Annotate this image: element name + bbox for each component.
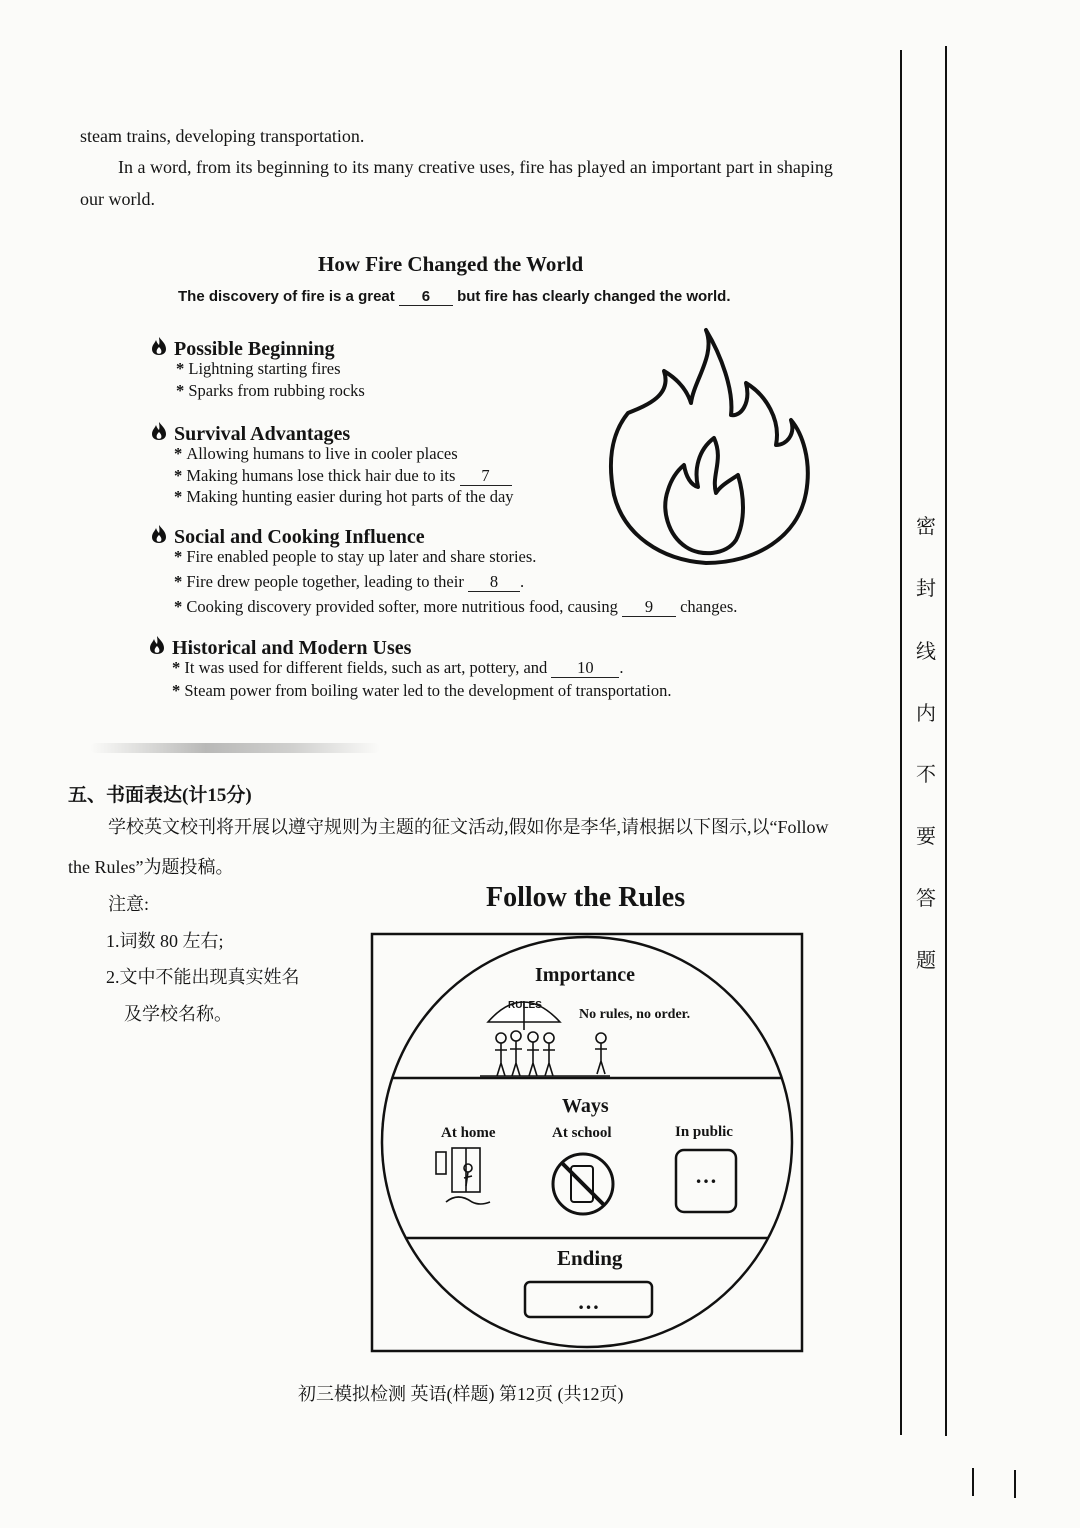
writing-prompt-line: the Rules”为题投稿。	[68, 857, 234, 877]
passage-line: In a word, from its beginning to its many creative uses, fire has played an important part in shaping	[118, 157, 833, 177]
writing-heading: 五、书面表达(计15分)	[68, 785, 252, 806]
flame-icon	[150, 524, 168, 550]
list-item: * Fire enabled people to stay up later and share stories.	[174, 549, 536, 566]
list-item-text: Fire drew people together, leading to their	[186, 572, 464, 591]
flame-icon	[150, 421, 168, 447]
writing-prompt-line: 学校英文校刊将开展以遵守规则为主题的征文活动,假如你是李华,请根据以下图示,以“Follow	[108, 817, 829, 837]
blank-7[interactable]: 7	[460, 468, 512, 486]
no-phone-icon	[553, 1154, 613, 1214]
note-item: 及学校名称。	[124, 1004, 232, 1024]
fire-outline-illustration	[606, 325, 816, 570]
organizer-intro	[178, 288, 731, 306]
blank-9[interactable]: 9	[622, 599, 676, 617]
seal-char: 题	[916, 950, 936, 972]
list-item: * Making hunting easier during hot parts of the day	[174, 489, 514, 506]
no-rules-caption: No rules, no order.	[579, 1007, 691, 1022]
list-item-text: Making humans lose thick hair due to its	[186, 466, 456, 485]
list-item: * It was used for different fields, such as art, pottery, and 10 .	[172, 660, 624, 678]
seal-char: 不	[916, 764, 936, 786]
seal-char: 答	[916, 888, 936, 910]
margin-tick-1	[972, 1468, 974, 1496]
note-item: 2.文中不能出现真实姓名	[106, 967, 300, 987]
blank-10[interactable]: 10	[551, 660, 619, 678]
ways-label: Ways	[562, 1095, 609, 1117]
at-school-label: At school	[552, 1125, 612, 1141]
list-item: * Fire drew people together, leading to their 8 .	[174, 574, 524, 592]
section-heading-label: Historical and Modern Uses	[172, 636, 412, 659]
seal-char: 要	[916, 826, 936, 848]
intro-after: but fire has clearly changed the world.	[457, 288, 731, 305]
list-item: * Steam power from boiling water led to the development of transportation.	[172, 683, 671, 700]
list-item-text: Cooking discovery provided softer, more nutritious food, causing	[186, 597, 618, 616]
list-item: * Lightning starting fires	[176, 361, 341, 378]
seal-char: 封	[916, 578, 936, 600]
seal-char: 密	[916, 516, 936, 538]
list-item: * Allowing humans to live in cooler places	[174, 446, 458, 463]
diagram-title: Follow the Rules	[486, 882, 686, 913]
flame-icon	[150, 336, 168, 362]
home-scene-icon	[436, 1148, 490, 1204]
list-item-tail: changes.	[680, 597, 738, 616]
section-heading-label: Possible Beginning	[174, 337, 335, 360]
ending-dots: …	[577, 1289, 600, 1314]
list-item-text: It was used for different fields, such as art, pottery, and	[184, 658, 548, 677]
blank-8[interactable]: 8	[468, 574, 520, 592]
margin-line-right	[945, 46, 947, 1436]
section-heading-label: Survival Advantages	[174, 422, 351, 445]
at-home-label: At home	[441, 1125, 496, 1141]
margin-line-left	[900, 50, 902, 1435]
blank-6[interactable]: 6	[399, 288, 453, 306]
page-footer: 初三模拟检测 英语(样题) 第12页 (共12页)	[298, 1384, 624, 1404]
scan-smudge	[90, 743, 380, 753]
public-dots: …	[695, 1163, 717, 1188]
flame-icon	[148, 635, 166, 661]
seal-char: 内	[916, 703, 936, 725]
section-heading-label: Social and Cooking Influence	[174, 525, 425, 548]
passage-line: our world.	[80, 189, 155, 209]
importance-label: Importance	[535, 964, 635, 986]
note-label: 注意:	[108, 894, 150, 914]
umbrella-label: RULES	[508, 1000, 542, 1011]
list-item	[174, 468, 512, 486]
organizer-title: How Fire Changed the World	[318, 252, 584, 276]
ending-label: Ending	[557, 1246, 623, 1270]
list-item: * Sparks from rubbing rocks	[176, 383, 365, 400]
note-item: 1.词数 80 左右;	[106, 931, 224, 951]
passage-line: steam trains, developing transportation.	[80, 126, 365, 146]
intro-before: The discovery of fire is a great	[178, 288, 395, 305]
list-item	[174, 599, 737, 617]
seal-char: 线	[916, 641, 936, 663]
margin-tick-2	[1014, 1470, 1016, 1498]
in-public-label: In public	[675, 1124, 733, 1140]
